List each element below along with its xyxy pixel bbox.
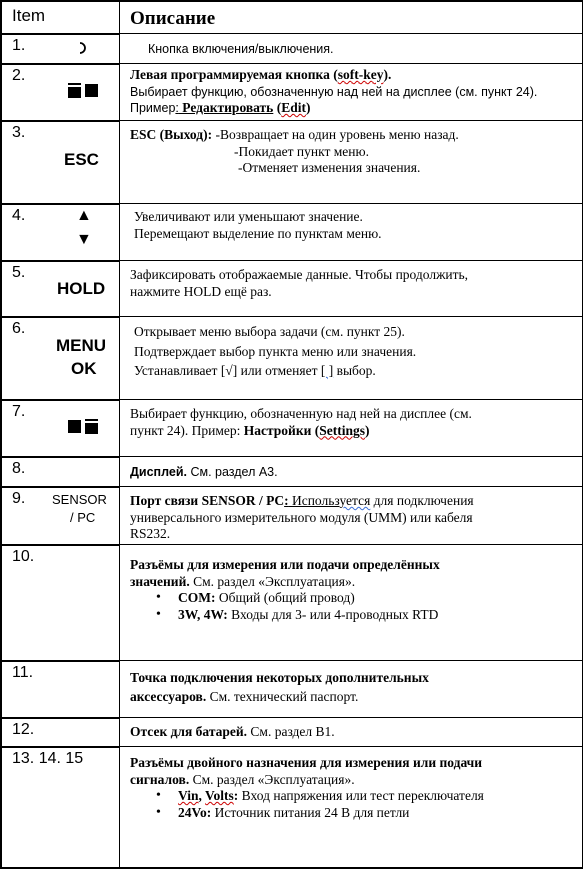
row-description: Разъёмы двойного назначения для измерения или подачи сигналов. См. раздел «Эксплуатация». • Vin, Volts: Вход напряжения или тест переключателя • 24Vo: Источник питания 24 В для петли [130, 755, 574, 821]
row-description: Отсек для батарей. См. раздел В1. [130, 724, 335, 739]
item-cell [0, 717, 120, 746]
row-description: Кнопка включения/выключения. [148, 42, 334, 56]
table-row [0, 456, 583, 486]
table-row [0, 399, 583, 456]
table-row [0, 717, 583, 746]
table-row [0, 544, 583, 660]
item-cell [0, 486, 120, 544]
item-cell [0, 399, 120, 456]
list-item: • Vin, Volts: Вход напряжения или тест переключателя [130, 788, 574, 805]
item-number: 7. [12, 403, 26, 420]
description-cell [120, 316, 583, 399]
item-number: 12. [12, 721, 35, 738]
item-number: 4. [12, 207, 26, 224]
menu-key-label: MENU [56, 336, 107, 355]
row-description: Дисплей. См. раздел А3. [130, 465, 278, 479]
table-row [0, 260, 583, 316]
table-row [0, 660, 583, 717]
description-cell [120, 63, 583, 120]
item-cell [0, 544, 120, 660]
arrow-down-icon: ▼ [76, 231, 92, 248]
item-number: 6. [12, 320, 26, 337]
softkey-right-icon [68, 417, 98, 435]
hold-key-label: HOLD [57, 279, 106, 298]
table-row [0, 63, 583, 120]
description-cell [120, 486, 583, 544]
item-cell [0, 660, 120, 717]
row-description: Точка подключения некоторых дополнительных аксессуаров. См. технический паспорт. [130, 670, 429, 704]
esc-key-label: ESC [64, 150, 99, 169]
sensor-port-label: SENSOR [52, 492, 107, 507]
item-number: 2. [12, 67, 26, 84]
ok-key-label: OK [71, 359, 97, 378]
description-cell [120, 203, 583, 260]
item-number: 1. [12, 37, 26, 54]
arrow-up-icon: ▲ [76, 207, 92, 224]
description-cell [120, 33, 583, 63]
description-cell [120, 660, 583, 717]
description-cell [120, 260, 583, 316]
row-description: Увеличивают или уменьшают значение. Перемещают выделение по пунктам меню. [134, 209, 382, 241]
header-item: Item [12, 6, 46, 25]
description-cell [120, 399, 583, 456]
item-number: 5. [12, 264, 26, 281]
list-item: • 24Vo: Источник питания 24 В для петли [130, 805, 574, 822]
row-description: Открывает меню выбора задачи (см. пункт 25). Подтверждает выбор пункта меню или значения. Устанавливает [√] или отменяет [ ] выбор. [134, 324, 417, 378]
row-description: Порт связи SENSOR / PC: Используется для подключения универсального измерительного модуля (UMM) или кабеля RS232. [130, 493, 474, 541]
header-description-cell [120, 0, 583, 33]
table-header [0, 0, 583, 33]
list-item: • 3W, 4W: Входы для 3- или 4-проводных RTD [130, 607, 574, 624]
table-row [0, 746, 583, 869]
item-cell [0, 203, 120, 260]
header-description: Описание [130, 8, 216, 29]
description-cell [120, 746, 583, 869]
table-row [0, 486, 583, 544]
item-cell [0, 456, 120, 486]
description-cell [120, 544, 583, 660]
description-cell [120, 120, 583, 203]
item-cell [0, 260, 120, 316]
table-row [0, 33, 583, 63]
pc-port-label: / PC [70, 510, 96, 525]
item-cell [0, 316, 120, 399]
table-row [0, 203, 583, 260]
table-row [0, 316, 583, 399]
item-cell [0, 120, 120, 203]
row-description: Левая программируемая кнопка (soft-key). Выбирает функцию, обозначенную над ней на дисплее (см. пункт 24). Пример: Редактировать (Edit) [130, 67, 538, 115]
list-item: • COM: Общий (общий провод) [130, 590, 574, 607]
softkey-left-icon [68, 81, 98, 99]
item-number: 13. 14. 15 [12, 750, 84, 767]
power-icon [76, 41, 88, 55]
table-row [0, 120, 583, 203]
row-description: ESC (Выход): -Возвращает на один уровень меню назад. -Покидает пункт меню. -Отменяет изменения значения. [130, 127, 459, 175]
item-number: 3. [12, 124, 26, 141]
description-cell [120, 717, 583, 746]
row-description: Разъёмы для измерения или подачи определённых значений. См. раздел «Эксплуатация». • COM: Общий (общий провод) • 3W, 4W: Входы для 3- или 4-проводных RTD [130, 557, 574, 623]
item-number: 11. [12, 664, 34, 681]
item-number: 10. [12, 548, 35, 565]
item-number: 9. [12, 490, 26, 507]
description-cell [120, 456, 583, 486]
row-description: Зафиксировать отображаемые данные. Чтобы продолжить, нажмите HOLD ещё раз. [130, 267, 469, 299]
item-cell [0, 33, 120, 63]
row-description: Выбирает функцию, обозначенную над ней на дисплее (см. пункт 24). Пример: Настройки (Settings) [130, 406, 472, 438]
item-number: 8. [12, 460, 26, 477]
item-cell [0, 746, 120, 869]
item-cell [0, 63, 120, 120]
header-item-cell [0, 0, 120, 33]
